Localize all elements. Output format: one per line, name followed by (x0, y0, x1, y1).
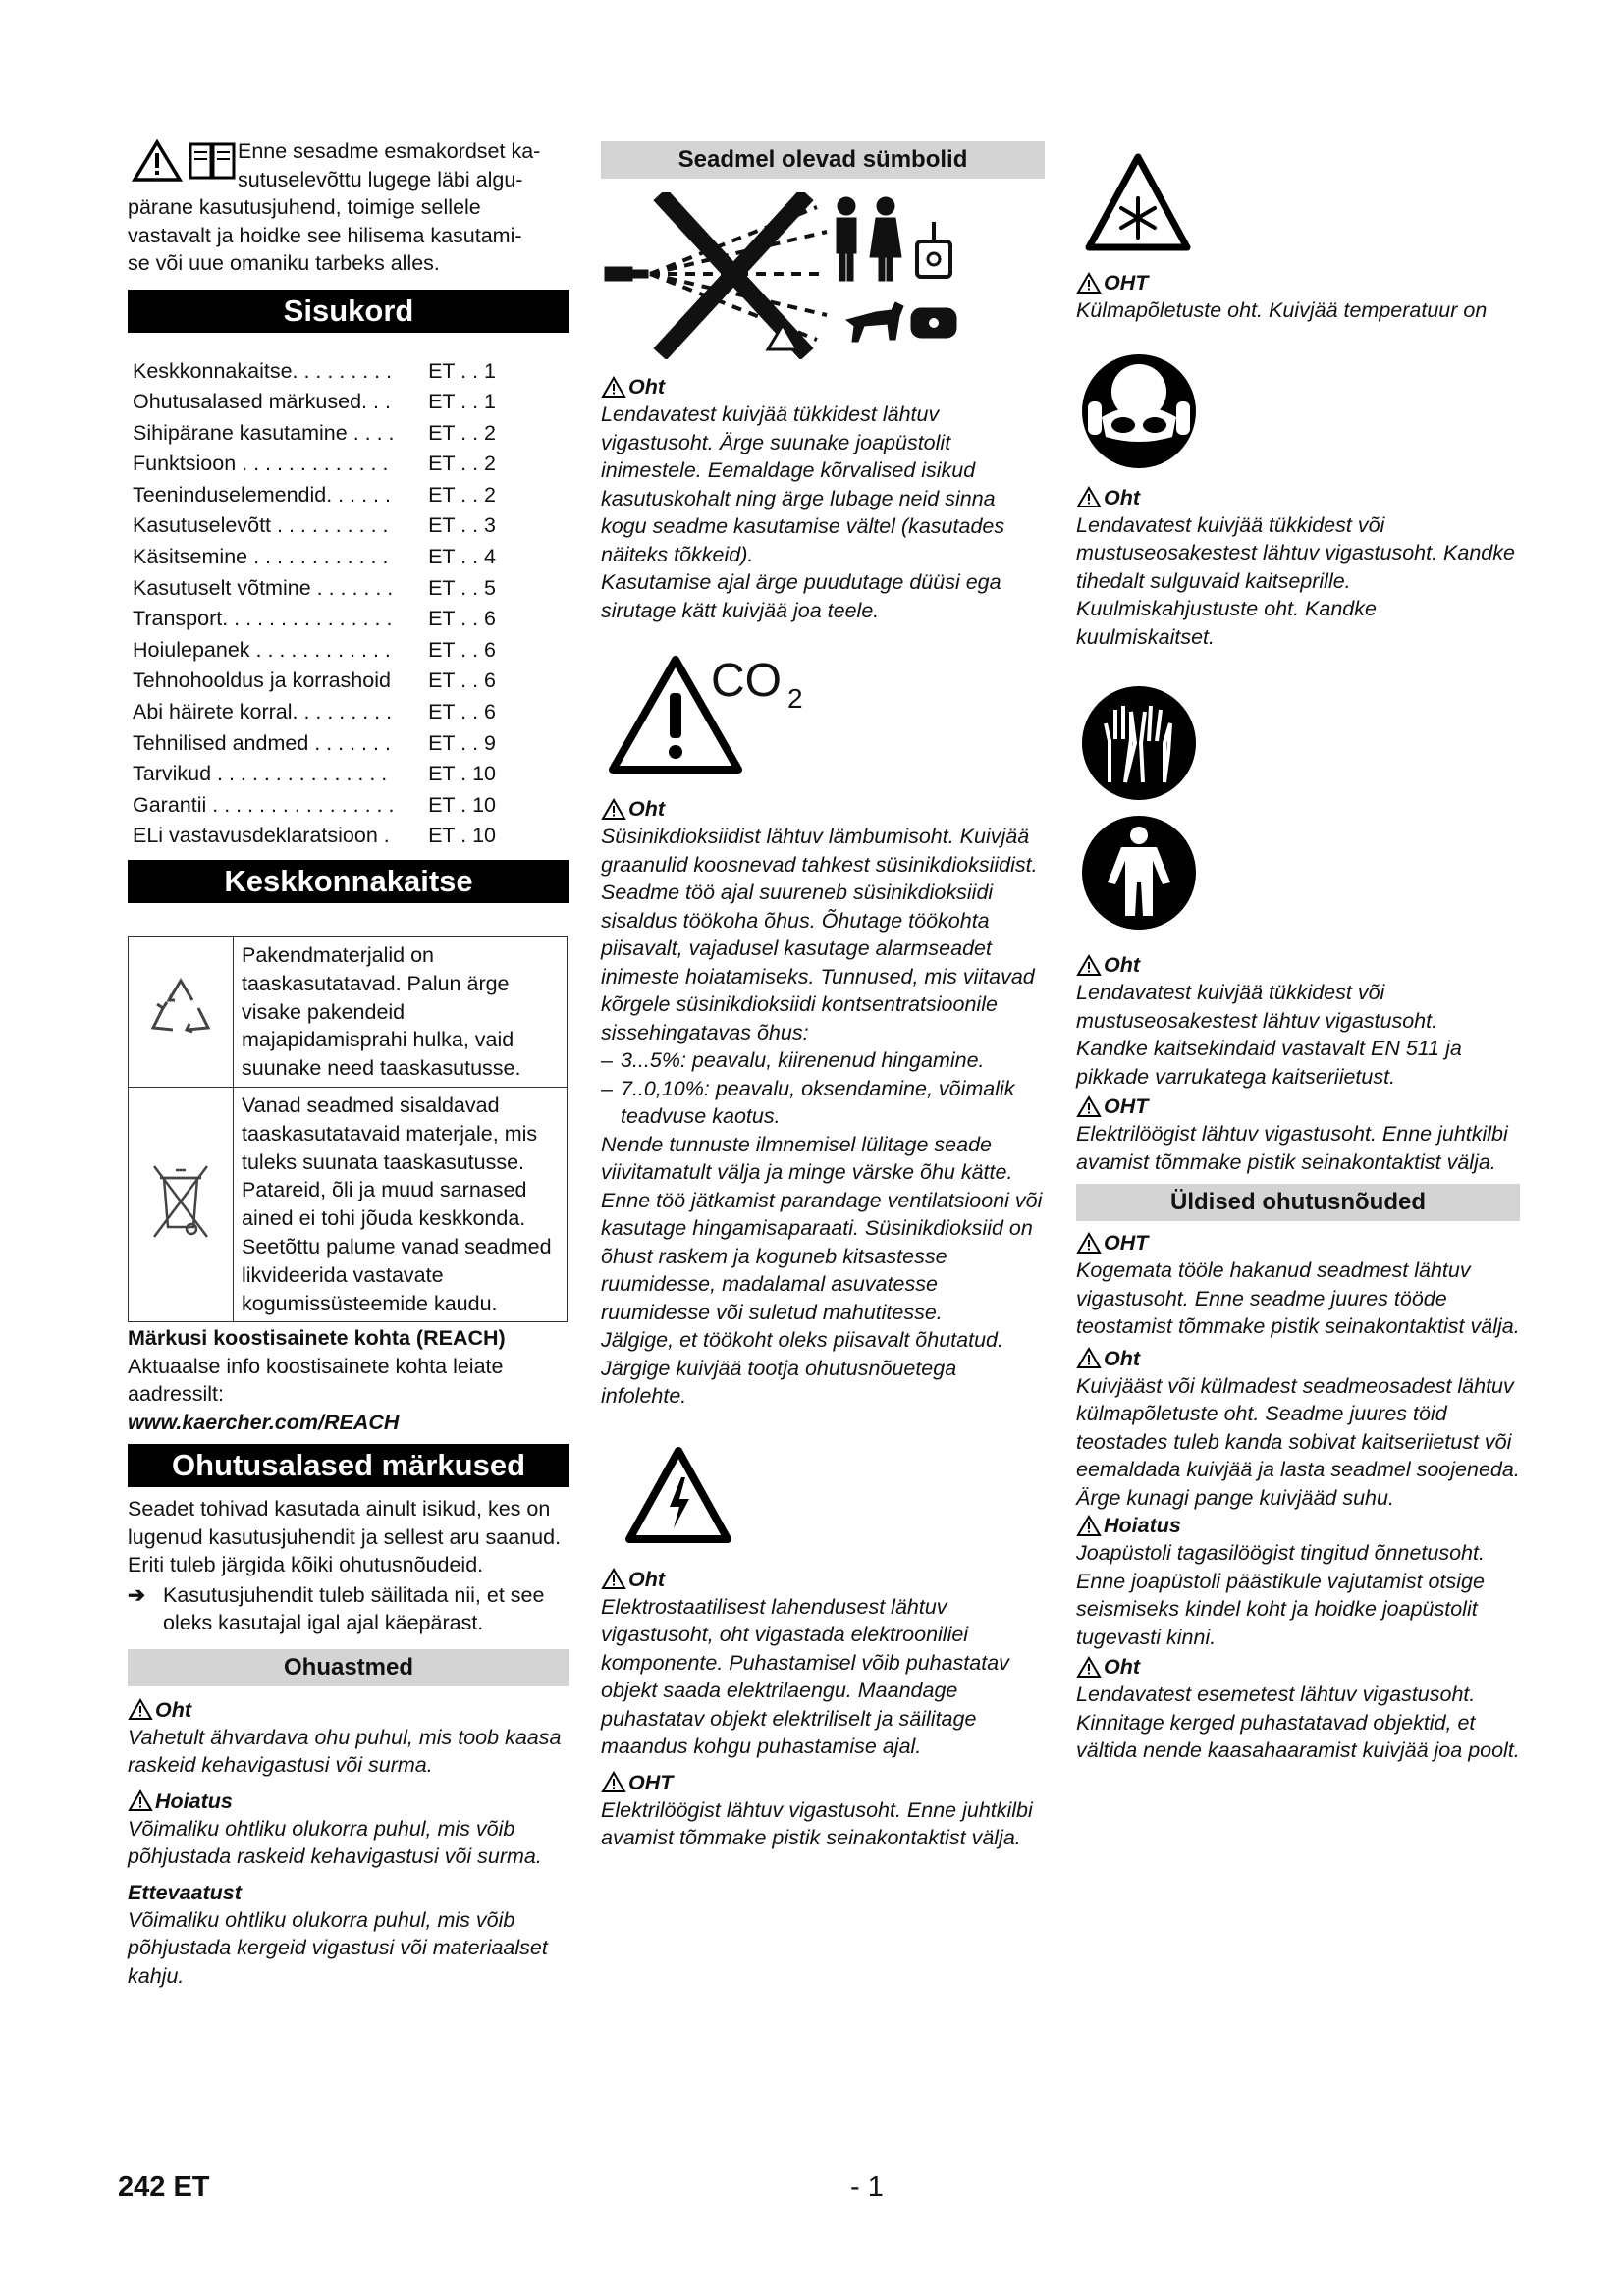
sym3-text: Elektrostaatilisest lahendusest lähtuv vigastusoht, oht vigastada elektrooniliei komponente. Puhastamisel võib puhastatav objekt saada elektrilaengu. Maandage puhastatav objekt elektriliselt ja säilitage maandus kohgu puhastamise ajal. (601, 1594, 1009, 1758)
symbols-heading: Seadmel olevad sümbolid (601, 141, 1045, 179)
toc-heading: Sisukord (128, 290, 569, 333)
safety-text: Seadet tohivad kasutada ainult isikud, kes on lugenud kasutusjuhendit ja sellest aru saanud. Eriti tuleb järgida kõiki ohutusnõudeid. (128, 1497, 562, 1577)
toc-item-page: ET . . 2 (428, 452, 496, 476)
recycle-icon (143, 971, 218, 1045)
sym2-list-item: – 3...5%: peavalu, kiirenenud hingamine. (601, 1048, 985, 1072)
toc-item-title: Hoiulepanek . . . . . . . . . . . . (133, 637, 391, 662)
toc-item-title: Tarvikud . . . . . . . . . . . . . . . (133, 762, 388, 786)
intro-line-4: vastavalt ja hoidke see hilisema kasutami- (128, 223, 522, 247)
toc-item-page: ET . 10 (428, 762, 496, 786)
toc-item[interactable] (133, 573, 569, 605)
electric-hazard-icon (624, 1446, 732, 1544)
c3b-label: Oht (1076, 484, 1520, 511)
reach-url[interactable]: www.kaercher.com/REACH (128, 1410, 400, 1434)
sym2-list-item: – 7..0,10%: peavalu, oksendamine, võimalik teadvuse kaotus. (601, 1076, 1015, 1128)
warning-icon (1076, 1232, 1102, 1255)
recycle-icon-cell (129, 937, 234, 1088)
toc-item-page: ET . . 6 (428, 668, 496, 693)
sym4-label: OHT (601, 1769, 1045, 1796)
toc-item[interactable] (133, 666, 569, 697)
toc-item[interactable] (133, 542, 569, 573)
toc-item-title: Abi häirete korral. . . . . . . . . (133, 700, 393, 724)
warning-icon (1076, 954, 1102, 977)
toc-item-title: Funktsioon . . . . . . . . . . . . . (133, 452, 389, 476)
toc-item[interactable] (133, 635, 569, 667)
toc-item-page: ET . 10 (428, 824, 496, 848)
toc-item[interactable] (133, 510, 569, 542)
sym4-text: Elektrilöögist lähtuv vigastusoht. Enne juhtkilbi avamist tõmmake pistik seinakontaktist välja. (601, 1797, 1033, 1849)
toc-item-title: Käsitsemine . . . . . . . . . . . . (133, 545, 389, 569)
column-middle (601, 137, 1045, 1852)
general-safety-heading: Üldised ohutusnõuded (1076, 1184, 1520, 1221)
weee-icon-cell (129, 1087, 234, 1321)
no-spray-at-people-pictogram (601, 192, 1045, 359)
toc-item-page: ET . . 9 (428, 730, 496, 755)
co2-text: CO (711, 655, 782, 707)
gloves-icon (1080, 684, 1198, 802)
toc-item-title: Kasutuselevõtt . . . . . . . . . . (133, 513, 389, 538)
frost-warning-icon (1084, 151, 1192, 259)
sym2-text: Süsinikdioksiidist lähtuv lämbumisoht. Kuivjää graanulid koosnevad tahkest süsinikdioksiidist. Seadme töö ajal suureneb süsinikdioksiidi sisaldus töökoha õhus. Õhutage töökohta piisavalt, vajadusel kasutage alarmseadet inimeste hoiatamiseks. Tunnused, mis viitavad kõrgele süsinikdioksiidi kontsentratsioonile sissehingatavas õhus: (601, 825, 1038, 1044)
warning-icon (1076, 1656, 1102, 1679)
manual-book-icon (187, 139, 238, 183)
warning-icon (1076, 1347, 1102, 1369)
toc-item-page: ET . . 4 (428, 545, 496, 569)
toc-item-title: Tehnohooldus ja korrashoid (133, 668, 391, 693)
hazard-levels-heading: Ohuastmed (128, 1649, 569, 1686)
level-ettevaatust-text: Võimaliku ohtliku olukorra puhul, mis võib põhjustada kergeid vigastusi või materiaalset kahju. (128, 1907, 548, 1988)
safety-heading: Ohutusalased märkused (128, 1444, 569, 1487)
env-heading: Keskkonnakaitse (128, 860, 569, 903)
g3-text: Joapüstoli tagasilöögist tingitud õnnetusoht. Enne joapüstoli päästikule vajutamist otsige seismiseks kindel koht ja hoidke joapüstolit tugevasti kinni. (1076, 1541, 1485, 1649)
toc-item-title: Garantii . . . . . . . . . . . . . . . . (133, 792, 395, 817)
g4-label: Oht (1076, 1653, 1520, 1681)
toc-item[interactable] (133, 387, 569, 418)
toc-item-title: Keskkonnakaitse. . . . . . . . . (133, 358, 393, 383)
env-table (128, 936, 568, 1322)
safety-note (128, 1581, 569, 1637)
co2-subscript: 2 (787, 683, 803, 714)
table-of-contents (133, 356, 569, 853)
toc-item[interactable] (133, 759, 569, 790)
env-recycle-text: Pakendmaterjalid on taaskasutatavad. Palun ärge visake pakendeid majapidamisprahi hulka, vaid suunake need taaskasutusse. (234, 937, 568, 1088)
g2-text: Kuivjääst või külmadest seadmeosadest lähtuv külmapõletuste oht. Seadme juures töid teostades tuleb kanda sobivat kaitseriietust või eemaldada kuivjää ja lasta seadmel soojeneda. (1076, 1373, 1520, 1481)
level-hoiatus-label: Hoiatus (128, 1788, 569, 1815)
c3d-label: OHT (1076, 1093, 1520, 1120)
level-oht-text: Vahetult ähvardava ohu puhul, mis toob kaasa raskeid kehavigastusi või surma. (128, 1725, 562, 1778)
level-oht-label: Oht (128, 1696, 569, 1724)
warning-icon (601, 798, 626, 821)
reach-title: Märkusi koostisainete kohta (REACH) (128, 1326, 506, 1351)
c3b-text2: Kuulmiskahjustuste oht. Kandke kuulmiskaitset. (1076, 597, 1377, 649)
toc-item-page: ET . 10 (428, 792, 496, 817)
toc-item[interactable] (133, 356, 569, 388)
g3-label: Hoiatus (1076, 1512, 1520, 1539)
toc-item-title: Kasutuselt võtmine . . . . . . . (133, 575, 394, 600)
c3c-text2: Kandke kaitsekindaid vastavalt EN 511 ja pikkade varrukatega kaitseriietust. (1076, 1037, 1462, 1089)
protective-suit-icon (1080, 814, 1198, 932)
intro-line-3: pärane kasutusjuhend, toimige sellele (128, 195, 481, 219)
toc-item[interactable] (133, 480, 569, 511)
toc-item[interactable] (133, 604, 569, 635)
toc-item-page: ET . . 6 (428, 637, 496, 662)
toc-item[interactable] (133, 418, 569, 450)
toc-item-title: Sihipärane kasutamine . . . . (133, 420, 395, 445)
warning-icon (601, 1568, 626, 1590)
warning-icon (128, 1789, 153, 1812)
toc-item-title: ELi vastavusdeklaratsioon . (133, 824, 390, 848)
warning-icon (1076, 272, 1102, 294)
sym2-label: Oht (601, 795, 1045, 823)
reach-text: Aktuaalse info koostisainete kohta leiate aadressilt: (128, 1354, 504, 1407)
toc-item[interactable] (133, 728, 569, 760)
toc-item[interactable] (133, 821, 569, 852)
page-label: 242 ET (118, 2171, 210, 2203)
warning-icon (128, 1698, 153, 1721)
warning-icon (601, 376, 626, 399)
sym2-text3: Jälgige, et töökoht oleks piisavalt õhutatud. Järgige kuivjää tootja ohutusnõuetega infolehte. (601, 1328, 1003, 1408)
g2-label: Oht (1076, 1345, 1520, 1372)
toc-item-page: ET . . 5 (428, 575, 496, 600)
g1-label: OHT (1076, 1229, 1520, 1256)
toc-item-title: Teeninduselemendid. . . . . . (133, 482, 391, 507)
c3b-text: Lendavatest kuivjää tükkidest või mustuseosakestest lähtuv vigastusoht. Kandke tihedalt sulguvaid kaitseprille. (1076, 512, 1515, 593)
toc-item-page: ET . . 2 (428, 482, 496, 507)
warning-icon (601, 1771, 626, 1793)
toc-item[interactable] (133, 790, 569, 822)
sym1-label: Oht (601, 373, 1045, 400)
toc-item-page: ET . . 1 (428, 390, 496, 414)
goggles-ear-protection-icon (1080, 352, 1198, 470)
intro-line-5: se või uue omaniku tarbeks alles. (128, 251, 440, 275)
co2-pictogram (601, 654, 1045, 775)
c3a-label: OHT (1076, 269, 1520, 296)
intro-block (128, 137, 569, 278)
column-left (128, 137, 569, 1990)
warning-icon (1076, 486, 1102, 508)
toc-item[interactable] (133, 697, 569, 728)
g2-text2: Ärge kunagi pange kuivjääd suhu. (1076, 1485, 1394, 1510)
sym3-label: Oht (601, 1566, 1045, 1593)
toc-item-title: Tehnilised andmed . . . . . . . (133, 730, 391, 755)
intro-line-2: sutuselevõttu lugege läbi algu- (238, 167, 523, 191)
toc-item-page: ET . . 6 (428, 700, 496, 724)
level-hoiatus-text: Võimaliku ohtliku olukorra puhul, mis võib põhjustada raskeid kehavigastusi või surma. (128, 1816, 542, 1869)
c3a-text: Külmapõletuste oht. Kuivjää temperatuur on (1076, 298, 1488, 322)
column-right (1076, 137, 1520, 1765)
level-ettevaatust-label: Ettevaatust (128, 1880, 242, 1904)
toc-item-title: Ohutusalased märkused. . . (133, 390, 391, 414)
toc-item-page: ET . . 3 (428, 513, 496, 538)
toc-item[interactable] (133, 449, 569, 480)
warning-icon (132, 139, 183, 183)
c3c-text: Lendavatest kuivjää tükkidest või mustuseosakestest lähtuv vigastusoht. (1076, 981, 1438, 1033)
env-weee-text: Vanad seadmed sisaldavad taaskasutatavaid materjale, mis tuleks suunata taaskasutusse. Patareid, õli ja muud sarnased ained ei tohi jõuda keskkonda. Seetõttu palume vanad seadmed likvideerida vastavate kogumissüsteemide kaudu. (234, 1087, 568, 1321)
intro-icons (132, 139, 238, 183)
warning-icon (1076, 1095, 1102, 1118)
intro-line-1: Enne sesadme esmakordset ka- (238, 139, 541, 163)
crossed-bin-icon (146, 1156, 215, 1245)
page-number: - 1 (850, 2171, 884, 2203)
g1-text: Kogemata tööle hakanud seadmest lähtuv vigastusoht. Enne seadme juures tööde teostamist tõmmake pistik seinakontaktist välja. (1076, 1258, 1520, 1338)
safety-note-text: Kasutusjuhendit tuleb säilitada nii, et see oleks kasutajal igal ajal käepärast. (163, 1582, 545, 1635)
g4-text: Lendavatest esemetest lähtuv vigastusoht. Kinnitage kerged puhastatavad objektid, et vältida nende kaasahaaramist kuivjää joa poolt. (1076, 1682, 1520, 1762)
c3d-text: Elektrilöögist lähtuv vigastusoht. Enne juhtkilbi avamist tõmmake pistik seinakontaktist välja. (1076, 1122, 1508, 1174)
toc-item-page: ET . . 2 (428, 420, 496, 445)
sym2-text2: Nende tunnuste ilmnemisel lülitage seade viivitamatult välja ja minge värske õhu kätte. Enne töö jätkamist parandage ventilatsiooni või kasutage hingamisaparaati. Süsinikdioksiid on õhust raskem ja koguneb kitsastesse ruumidesse, madalamal asuvatesse ruumidesse või suletud mahutitesse. (601, 1132, 1043, 1324)
toc-item-page: ET . . 6 (428, 607, 496, 631)
toc-item-page: ET . . 1 (428, 358, 496, 383)
sym1-text: Lendavatest kuivjää tükkidest lähtuv vigastusoht. Ärge suunake joapüstolit inimestele. Eemaldage kõrvalised isikud kasutuskohalt ning ärge lubage neid sinna kogu seadme kasutamise vältel (kasutades näiteks tõkkeid). (601, 402, 1005, 566)
toc-item-title: Transport. . . . . . . . . . . . . . . (133, 607, 393, 631)
c3c-label: Oht (1076, 951, 1520, 979)
warning-icon (1076, 1515, 1102, 1537)
sym1-text2: Kasutamise ajal ärge puudutage düüsi ega sirutage kätt kuivjää joa teele. (601, 570, 1001, 622)
arrow-icon: ➔ (128, 1582, 146, 1607)
